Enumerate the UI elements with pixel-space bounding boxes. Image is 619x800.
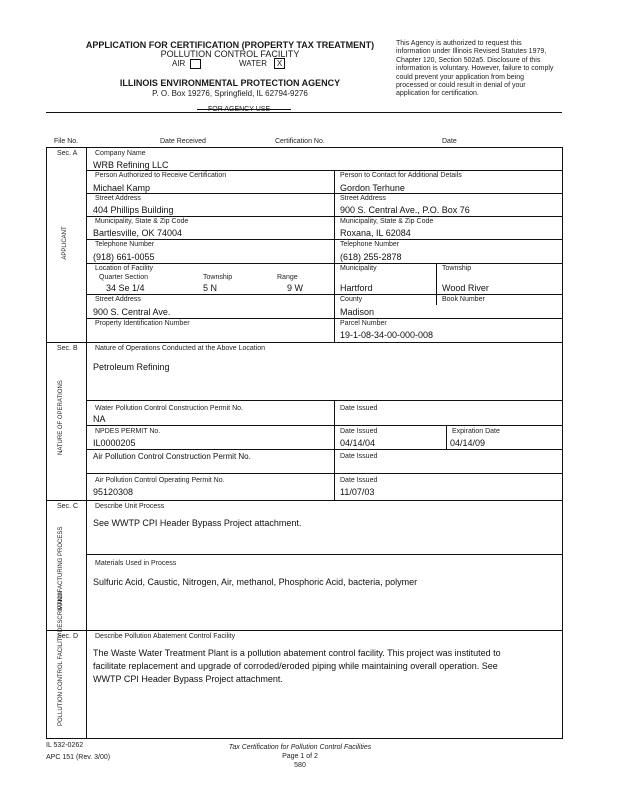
sec-d-tag: Sec. D bbox=[57, 633, 79, 640]
apc-label: Air Pollution Control Construction Permit No. bbox=[93, 452, 251, 461]
date-received-label: Date Received bbox=[160, 138, 206, 145]
sec-a-side-label: APPLICANT bbox=[62, 226, 68, 260]
materials-value[interactable]: Sulfuric Acid, Caustic, Nitrogen, Air, methanol, Phosphoric Acid, bacteria, polymer bbox=[93, 577, 418, 587]
agency-name: ILLINOIS ENVIRONMENTAL PROTECTION AGENCY bbox=[119, 78, 341, 88]
county-value[interactable]: Madison bbox=[340, 307, 375, 317]
street2-label: Street Address bbox=[340, 195, 386, 202]
street2-value[interactable]: 900 S. Central Ave., P.O. Box 76 bbox=[340, 205, 470, 215]
footer-title: Tax Certification for Pollution Control Facilities bbox=[228, 744, 372, 751]
npdes-label: NPDES PERMIT No. bbox=[95, 428, 161, 435]
township2-label: Township bbox=[442, 265, 472, 272]
wpc-label: Water Pollution Control Construction Permit No. bbox=[95, 405, 243, 412]
process-label: Describe Unit Process bbox=[95, 503, 165, 510]
apco-label: Air Pollution Control Operating Permit No. bbox=[95, 477, 225, 484]
city2-value[interactable]: Roxana, IL 62084 bbox=[340, 228, 411, 238]
sec-d-side-label: POLLUTION CONTROL FACILITY DESCRIPTION bbox=[58, 590, 64, 726]
city2-label: Municipality, State & Zip Code bbox=[340, 218, 434, 225]
air-checkbox[interactable] bbox=[190, 59, 201, 69]
npdes-date-value[interactable]: 04/14/04 bbox=[340, 438, 376, 448]
form-subtitle: POLLUTION CONTROL FACILITY bbox=[160, 49, 300, 59]
phone2-value[interactable]: (618) 255-2878 bbox=[340, 252, 402, 262]
phone-value[interactable]: (918) 661-0055 bbox=[93, 252, 155, 262]
nature-label: Nature of Operations Conducted at the Above Location bbox=[95, 345, 266, 352]
municipality-label: Municipality bbox=[340, 265, 377, 272]
sec-a-tag: Sec. A bbox=[57, 150, 78, 157]
form-title: APPLICATION FOR CERTIFICATION (PROPERTY TAX TREATMENT) bbox=[85, 40, 375, 50]
quarter-value[interactable]: 34 Se 1/4 bbox=[106, 283, 145, 293]
npdes-value[interactable]: IL0000205 bbox=[93, 438, 136, 448]
form-code: IL 532-0262 bbox=[46, 742, 84, 749]
abatement-line-1[interactable]: The Waste Water Treatment Plant is a pollution abatement control facility. This project was instituted to bbox=[93, 648, 501, 658]
range-label: Range bbox=[277, 274, 298, 281]
agency-use-title: FOR AGENCY USE bbox=[208, 106, 271, 113]
sec-c-tag: Sec. C bbox=[57, 503, 79, 510]
contact-label: Person to Contact for Additional Details bbox=[340, 172, 462, 179]
apco-date-label: Date Issued bbox=[340, 477, 378, 484]
form-revision: APC 151 (Rev. 3/00) bbox=[46, 754, 111, 761]
certification-no-label: Certification No. bbox=[275, 138, 325, 145]
authorized-label: Person Authorized to Receive Certification bbox=[95, 172, 227, 179]
pin-label: Property Identification Number bbox=[95, 320, 190, 327]
apco-value[interactable]: 95120308 bbox=[93, 487, 134, 497]
air-label: AIR bbox=[172, 59, 186, 68]
date-label: Date bbox=[442, 138, 457, 145]
location-label: Location of Facility bbox=[95, 265, 153, 272]
wpc-value[interactable]: NA bbox=[93, 414, 106, 424]
city-label: Municipality, State & Zip Code bbox=[95, 218, 189, 225]
fac-street-label: Street Address bbox=[95, 296, 141, 303]
water-checkbox[interactable]: X bbox=[274, 58, 285, 69]
agency-address: P. O. Box 19276, Springfield, IL 62794-9276 bbox=[152, 89, 308, 98]
quarter-label: Quarter Section bbox=[99, 274, 149, 281]
page-number: Page 1 of 2 bbox=[282, 753, 318, 760]
township2-value[interactable]: Wood River bbox=[442, 283, 489, 293]
abatement-line-2[interactable]: facilitate replacement and upgrade of corroded/eroded piping while maintaining overall operation. See bbox=[93, 661, 498, 671]
apco-date-value[interactable]: 11/07/03 bbox=[340, 487, 375, 497]
sec-c-side-label: MANUFACTURING PROCESS bbox=[58, 526, 64, 610]
sec-b-side-label: NATURE OF OPERATIONS bbox=[58, 380, 64, 455]
township-label: Township bbox=[203, 274, 233, 281]
privacy-notice: This Agency is authorized to request this information under Illinois Revised Statutes 1979, Chapter 120, Section 502a5. Disclosure of this information is voluntary. However, failure to comply could prevent your application from being processed or could result in denial of your application for certification. bbox=[396, 40, 554, 98]
exp-label: Expiration Date bbox=[452, 428, 500, 435]
street-label: Street Address bbox=[95, 195, 141, 202]
range-value[interactable]: 9 W bbox=[287, 283, 304, 293]
water-label: WATER bbox=[239, 59, 267, 68]
street-value[interactable]: 404 Phillips Building bbox=[93, 205, 174, 215]
nature-value[interactable]: Petroleum Refining bbox=[93, 362, 170, 372]
phone2-label: Telephone Number bbox=[340, 241, 400, 248]
materials-label: Materials Used in Process bbox=[95, 560, 177, 567]
npdes-date-label: Date Issued bbox=[340, 428, 378, 435]
phone-label: Telephone Number bbox=[95, 241, 155, 248]
municipality-value[interactable]: Hartford bbox=[340, 283, 373, 293]
apc-date-label: Date Issued bbox=[340, 453, 378, 460]
parcel-label: Parcel Number bbox=[340, 320, 387, 327]
company-value[interactable]: WRB Refining LLC bbox=[93, 160, 169, 170]
city-value[interactable]: Bartlesville, OK 74004 bbox=[93, 228, 183, 238]
sec-b-tag: Sec. B bbox=[57, 345, 78, 352]
county-label: County bbox=[340, 296, 363, 303]
wpc-date-label: Date Issued bbox=[340, 405, 378, 412]
contact-value[interactable]: Gordon Terhune bbox=[340, 183, 405, 193]
document-number: 580 bbox=[294, 762, 306, 769]
company-label: Company Name bbox=[95, 150, 146, 157]
book-label: Book Number bbox=[442, 296, 485, 303]
abatement-label: Describe Pollution Abatement Control Facility bbox=[95, 633, 236, 640]
authorized-value[interactable]: Michael Kamp bbox=[93, 183, 151, 193]
file-no-label: File No. bbox=[54, 138, 79, 145]
township-value[interactable]: 5 N bbox=[203, 283, 218, 293]
exp-value[interactable]: 04/14/09 bbox=[450, 438, 486, 448]
abatement-line-3[interactable]: WWTP CPI Header Bypass Project attachment. bbox=[93, 674, 283, 684]
process-value[interactable]: See WWTP CPI Header Bypass Project attachment. bbox=[93, 518, 302, 528]
parcel-value[interactable]: 19-1-08-34-00-000-008 bbox=[340, 330, 434, 340]
fac-street-value[interactable]: 900 S. Central Ave. bbox=[93, 307, 171, 317]
